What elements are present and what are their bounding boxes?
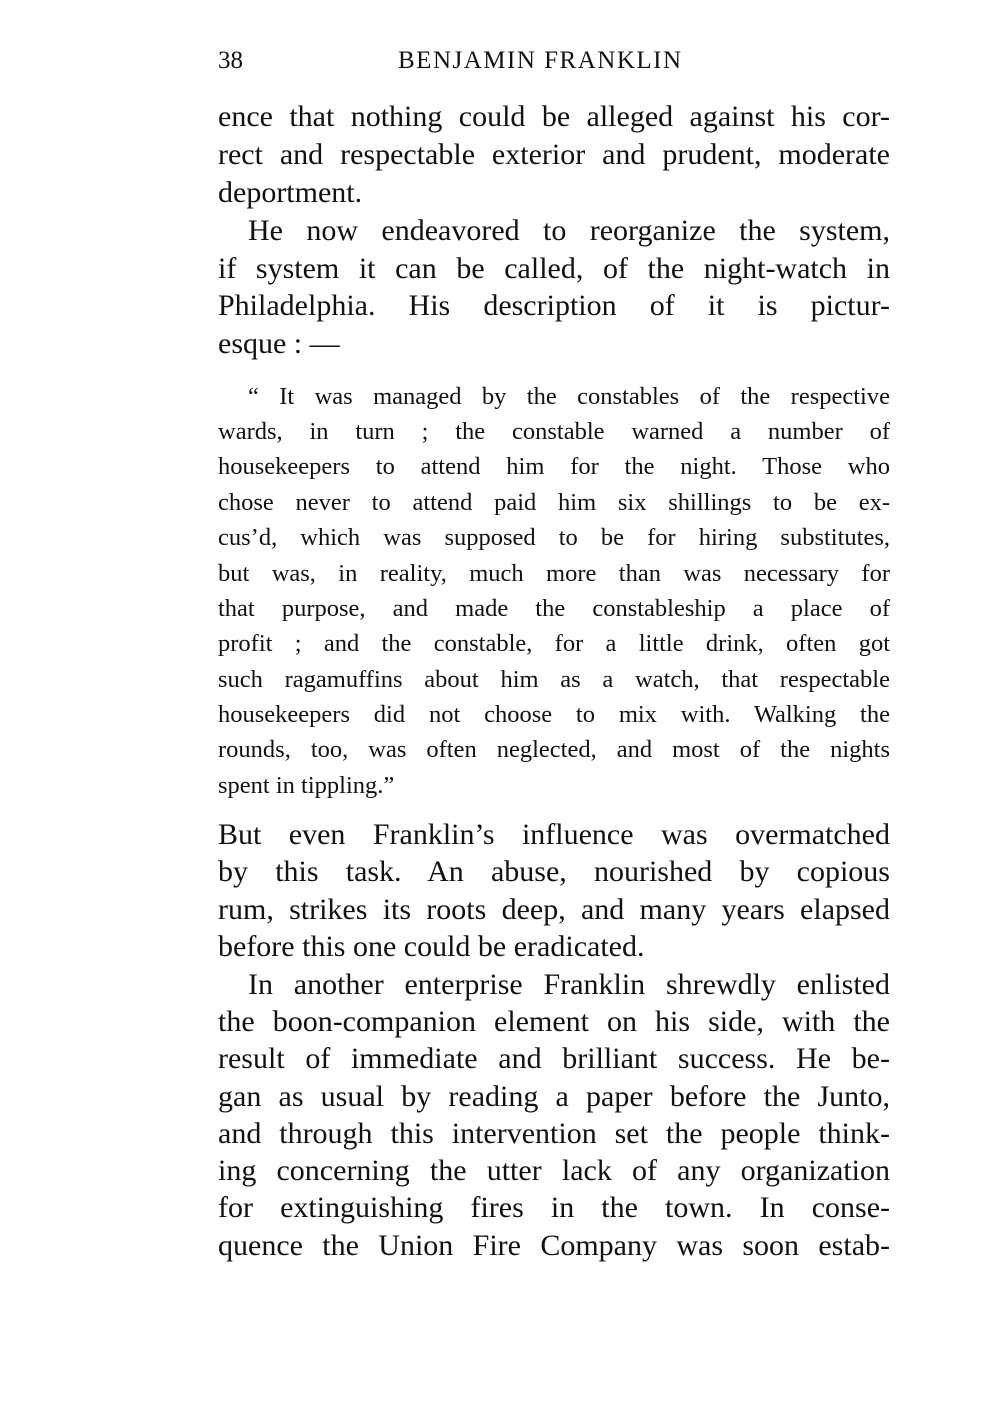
body-text-line: In another enterprise Franklin shrewdly enlisted (248, 968, 890, 1001)
body-text-line: He now endeavored to reorganize the system, (248, 214, 890, 247)
quote-text-line: rounds, too, was often neglected, and most of the nights (218, 736, 890, 763)
body-text-line: gan as usual by reading a paper before the Junto, (218, 1080, 890, 1113)
quote-text-line: but was, in reality, much more than was necessary for (218, 560, 890, 587)
running-title: BENJAMIN FRANKLIN (398, 47, 683, 74)
body-text-line: deportment. (218, 176, 363, 209)
body-text-line: and through this intervention set the people think- (218, 1117, 890, 1150)
quote-text-line: such ragamuffins about him as a watch, that respectable (218, 666, 890, 693)
body-text-line: esque : — (218, 327, 340, 360)
body-text-line: rect and respectable exterior and prudent, moderate (218, 138, 890, 171)
running-header (218, 44, 890, 78)
body-text-line: ence that nothing could be alleged against his cor- (218, 100, 890, 133)
quote-text-line: profit ; and the constable, for a little drink, often got (218, 630, 890, 657)
page-number: 38 (218, 47, 243, 74)
body-text-line: the boon-companion element on his side, with the (218, 1005, 890, 1038)
body-text-line: Philadelphia. His description of it is pictur- (218, 289, 890, 322)
quote-text-line: chose never to attend paid him six shillings to be ex- (218, 489, 890, 516)
quote-text-line: housekeepers to attend him for the night. Those who (218, 453, 890, 480)
body-text-line: result of immediate and brilliant success. He be- (218, 1042, 890, 1075)
body-text-line: if system it can be called, of the night-watch in (218, 252, 890, 285)
body-text-line: quence the Union Fire Company was soon estab- (218, 1229, 890, 1262)
body-text-line: rum, strikes its roots deep, and many years elapsed (218, 893, 890, 926)
quote-text-line: “ It was managed by the constables of the respective (248, 383, 890, 410)
quote-text-line: that purpose, and made the constableship a place of (218, 595, 890, 622)
body-text-line: ing concerning the utter lack of any organization (218, 1154, 890, 1187)
body-text-line: But even Franklin’s influence was overmatched (218, 818, 890, 851)
body-text-line: by this task. An abuse, nourished by copious (218, 855, 890, 888)
quote-text-line: spent in tippling.” (218, 772, 395, 799)
body-text-line: for extinguishing fires in the town. In conse- (218, 1191, 890, 1224)
quote-text-line: cus’d, which was supposed to be for hiring substitutes, (218, 524, 890, 551)
quote-text-line: housekeepers did not choose to mix with. Walking the (218, 701, 890, 728)
quote-text-line: wards, in turn ; the constable warned a number of (218, 418, 890, 445)
body-text-line: before this one could be eradicated. (218, 930, 645, 963)
